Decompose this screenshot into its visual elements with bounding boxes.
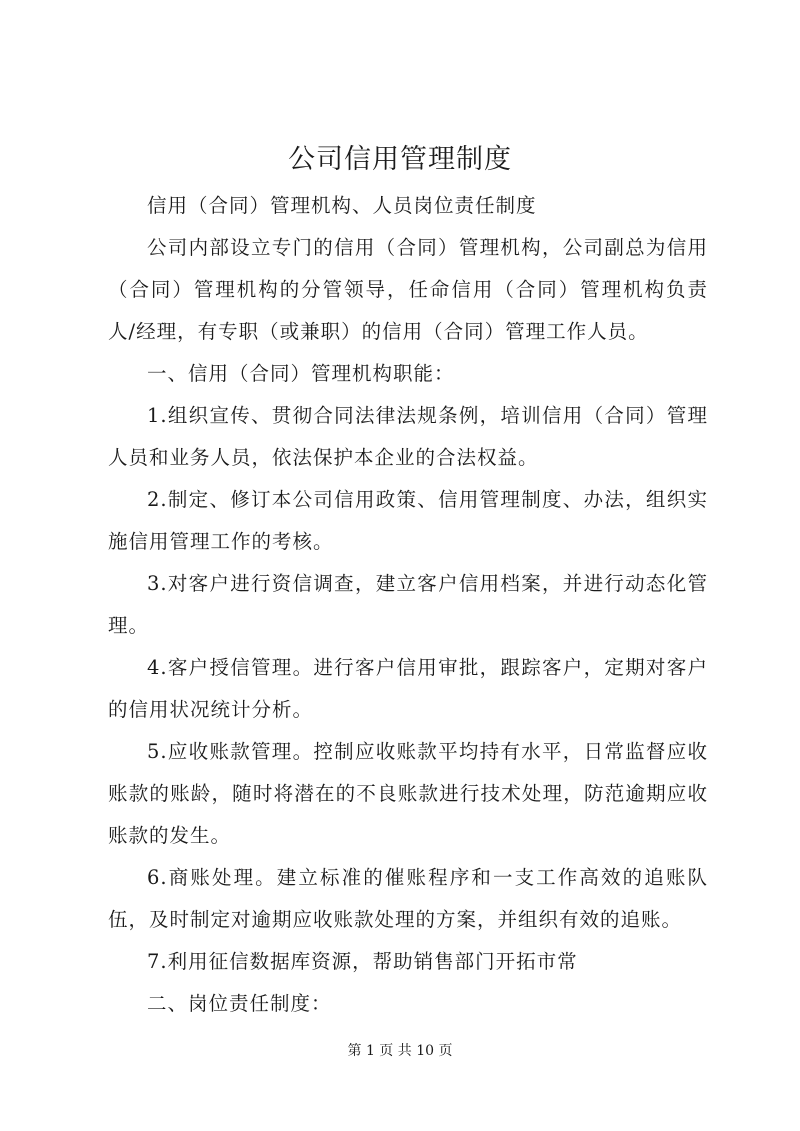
paragraph: 7.利用征信数据库资源，帮助销售部门开拓市常 — [147, 950, 578, 973]
paragraph: 4.客户授信管理。进行客户信用审批，跟踪客户，定期对客户的信用状况统计分析。 — [108, 656, 708, 721]
document-title: 公司信用管理制度 — [288, 144, 512, 175]
document-body — [108, 185, 708, 1025]
paragraph: 2.制定、修订本公司信用政策、信用管理制度、办法，组织实施信用管理工作的考核。 — [108, 488, 708, 553]
paragraph: 二、岗位责任制度： — [147, 992, 332, 1015]
paragraph: 5.应收账款管理。控制应收账款平均持有水平，日常监督应收账款的账龄，随时将潜在的不良账款进行技术处理，防范逾期应收账款的发生。 — [108, 740, 708, 847]
paragraph: 信用（合同）管理机构、人员岗位责任制度 — [147, 194, 537, 217]
paragraph: 6.商账处理。建立标准的催账程序和一支工作高效的追账队伍，及时制定对逾期应收账款处理的方案，并组织有效的追账。 — [108, 866, 708, 931]
paragraph: 公司内部设立专门的信用（合同）管理机构，公司副总为信用（合同）管理机构的分管领导，任命信用（合同）管理机构负责人/经理，有专职（或兼职）的信用（合同）管理工作人员。 — [108, 236, 708, 343]
paragraph: 1.组织宣传、贯彻合同法律法规条例，培训信用（合同）管理人员和业务人员，依法保护本企业的合法权益。 — [108, 404, 708, 469]
paragraph: 3.对客户进行资信调查，建立客户信用档案，并进行动态化管理。 — [108, 572, 708, 637]
paragraph: 一、信用（合同）管理机构职能： — [147, 362, 455, 385]
page-number-footer: 第 1 页 共 10 页 — [347, 1043, 453, 1059]
